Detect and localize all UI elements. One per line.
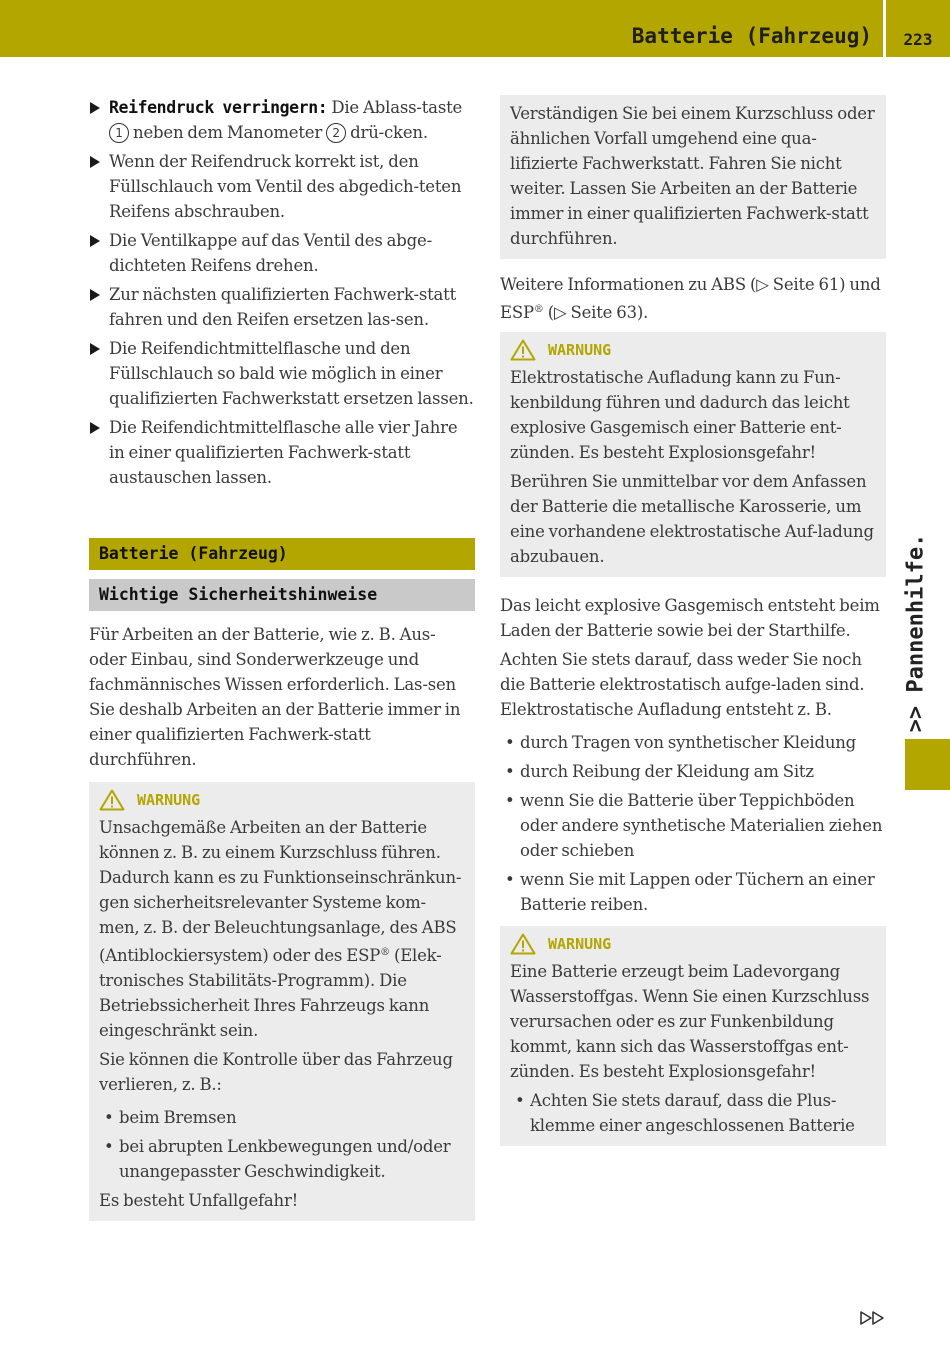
callout-marker-1: 1	[109, 123, 129, 143]
warning-paragraph: Es besteht Unfallgefahr!	[99, 1191, 299, 1210]
subsection-heading: Wichtige Sicherheitshinweise	[89, 579, 475, 611]
side-tab[interactable]	[896, 533, 936, 733]
step-lead: Reifendruck verringern:	[109, 98, 328, 117]
step-text: Wenn der Reifendruck korrekt ist, den Füllschlauch vom Ventil des abgedich-teten Reifens abschrauben.	[109, 152, 462, 221]
list-item: • beim Bremsen	[99, 1105, 465, 1130]
body-paragraph: Achten Sie stets darauf, dass weder Sie noch die Batterie elektrostatisch aufge-laden sind. Elektrostatische Aufladung entsteht z. B.	[500, 650, 865, 719]
more-info-text: (▷ Seite 63).	[543, 303, 649, 322]
step-text: neben dem Manometer	[129, 123, 327, 142]
intro-paragraph: Für Arbeiten an der Batterie, wie z. B. Aus- oder Einbau, sind Sonderwerkzeuge und fachmännisches Wissen erforderlich. Las-sen Sie deshalb Arbeiten an der Batterie immer in einer qualifizierten Fachwerk-statt durchführen.	[89, 625, 461, 769]
warning-paragraph: Sie können die Kontrolle über das Fahrzeug verlieren, z. B.:	[99, 1050, 453, 1094]
more-info-paragraph	[500, 272, 886, 325]
warning-header	[99, 785, 465, 815]
page-number: 223	[903, 30, 933, 49]
warning-paragraph: Berühren Sie unmittelbar vor dem Anfassen der Batterie die metallische Karosserie, um eine vorhandene elektrostatische Auf-ladung abzubauen.	[510, 472, 874, 566]
step-text: Zur nächsten qualifizierten Fachwerk-statt fahren und den Reifen ersetzen las-sen.	[109, 285, 457, 329]
warning-box	[89, 782, 475, 1221]
warning-label: WARNUNG	[548, 935, 612, 953]
step-text: Die Ablass-taste	[331, 98, 463, 117]
warning-header	[510, 929, 876, 959]
side-tab-marker	[905, 739, 950, 790]
instruction-step	[89, 415, 475, 490]
warning-triangle-icon	[510, 339, 536, 361]
instruction-step	[89, 336, 475, 411]
running-header-title: Batterie (Fahrzeug)	[631, 24, 872, 48]
warning-label: WARNUNG	[137, 791, 201, 809]
step-triangle-icon	[90, 235, 100, 247]
list-item: • bei abrupten Lenkbewegungen und/oder unangepasster Geschwindigkeit.	[99, 1134, 465, 1184]
warning-box	[500, 926, 886, 1146]
step-text: Die Reifendichtmittelflasche und den Füllschlauch so bald wie möglich in einer qualifizierten Fachwerkstatt ersetzen lassen.	[109, 339, 474, 408]
warning-box	[500, 332, 886, 577]
list-item: • durch Tragen von synthetischer Kleidung	[500, 730, 886, 755]
warning-paragraph	[99, 815, 465, 1043]
section-heading: Batterie (Fahrzeug)	[89, 538, 475, 570]
step-text: Die Reifendichtmittelflasche alle vier Jahre in einer qualifizierten Fachwerk-statt austauschen lassen.	[109, 418, 458, 487]
step-triangle-icon	[90, 422, 100, 434]
warning-triangle-icon	[510, 933, 536, 955]
warning-paragraph: Eine Batterie erzeugt beim Ladevorgang Wasserstoffgas. Wenn Sie einen Kurzschluss verursachen oder es zur Funkenbildung kommt, kann sich das Wasserstoffgas ent-zünden. Es besteht Explosionsgefahr!	[510, 962, 870, 1081]
instruction-step	[89, 149, 475, 224]
warning-triangle-icon	[99, 789, 125, 811]
list-item: • wenn Sie mit Lappen oder Tüchern an einer Batterie reiben.	[500, 867, 886, 917]
step-triangle-icon	[90, 343, 100, 355]
list-item: • Achten Sie stets darauf, dass die Plus-klemme einer angeschlossenen Batterie	[510, 1088, 876, 1138]
step-triangle-icon	[90, 156, 100, 168]
step-text: Die Ventilkappe auf das Ventil des abge-dichteten Reifens drehen.	[109, 231, 432, 275]
header-divider	[883, 0, 886, 57]
warning-text: Unsachgemäße Arbeiten an der Batterie können z. B. zu einem Kurzschluss führen. Dadurch kann es zu Funktionseinschränkun-gen sicherheitsrelevanter Systeme kom-men, z. B. der Beleuchtungsanlage, des ABS (Antiblockiersystem) oder des ESP	[99, 818, 462, 965]
step-triangle-icon	[90, 289, 100, 301]
right-column	[500, 95, 886, 1146]
registered-mark: ®	[380, 947, 390, 958]
step-triangle-icon	[90, 102, 100, 114]
side-tab-label: >> Pannenhilfe.	[903, 533, 929, 733]
instruction-step	[89, 282, 475, 332]
list-item: • wenn Sie die Batterie über Teppichböden oder andere synthetische Materialien ziehen oder schieben	[500, 788, 886, 863]
instruction-step	[89, 228, 475, 278]
warning-text: (Elek-tronisches Stabilitäts-Programm). Die Betriebssicherheit Ihres Fahrzeugs kann eingeschränkt sein.	[99, 946, 442, 1040]
more-info-text: Weitere Informationen zu ABS (▷ Seite 61) und ESP	[500, 275, 881, 322]
list-item: • durch Reibung der Kleidung am Sitz	[500, 759, 886, 784]
warning-paragraph: Elektrostatische Aufladung kann zu Fun-kenbildung führen und dadurch das leicht explosive Gasgemisch einer Batterie ent-zünden. Es besteht Explosionsgefahr!	[510, 368, 850, 462]
body-paragraph: Das leicht explosive Gasgemisch entsteht beim Laden der Batterie sowie bei der Starthilfe.	[500, 596, 880, 640]
left-column	[89, 95, 475, 1221]
instruction-step	[89, 95, 475, 145]
warning-header	[510, 335, 876, 365]
callout-marker-2: 2	[326, 123, 346, 143]
warning-label: WARNUNG	[548, 341, 612, 359]
registered-mark: ®	[533, 304, 544, 315]
notice-paragraph: Verständigen Sie bei einem Kurzschluss oder ähnlichen Vorfall umgehend eine qua-lifizierte Fachwerkstatt. Fahren Sie nicht weiter. Lassen Sie Arbeiten an der Batterie immer in einer qualifizierten Fachwerk-statt durchführen.	[510, 104, 875, 248]
notice-box	[500, 95, 886, 259]
step-text: drü-cken.	[346, 123, 428, 142]
double-triangle-right-icon[interactable]	[858, 1308, 888, 1328]
